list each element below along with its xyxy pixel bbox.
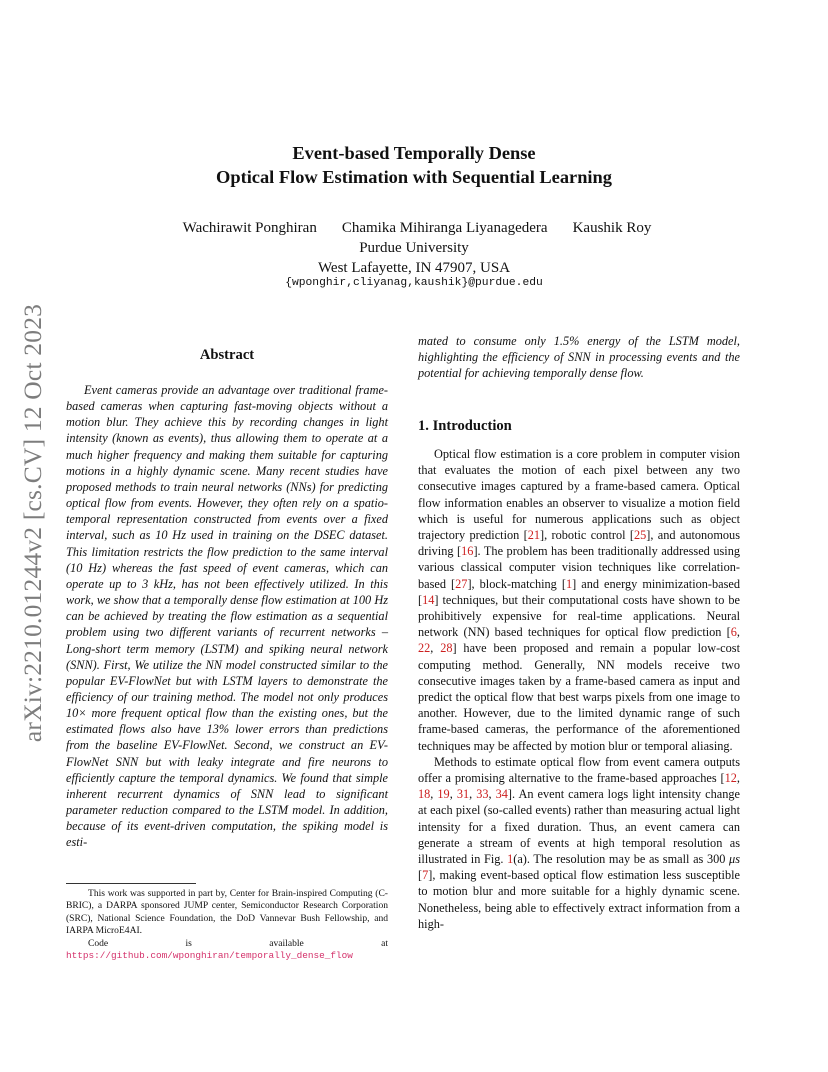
citation-link[interactable]: 33 xyxy=(476,787,489,802)
introduction-body xyxy=(418,446,740,932)
citation-link[interactable]: 25 xyxy=(633,528,647,543)
author-1: Wachirawit Ponghiran xyxy=(182,220,317,236)
footnote-code-prefix: Code is available at xyxy=(88,937,388,949)
footnote-code xyxy=(66,938,388,963)
arxiv-stamp xyxy=(16,288,50,758)
citation-link[interactable]: 6 xyxy=(730,625,737,640)
citation-link[interactable]: 7 xyxy=(422,868,429,883)
citation-link[interactable]: 16 xyxy=(461,544,474,559)
introduction-heading: 1. Introduction xyxy=(418,418,512,434)
citation-link[interactable]: 28 xyxy=(440,641,453,656)
citation-link[interactable]: 21 xyxy=(527,528,541,543)
citation-link[interactable]: 12 xyxy=(724,771,737,786)
paper-title xyxy=(0,141,828,189)
citation-link[interactable]: 19 xyxy=(437,787,450,802)
abstract-continued: mated to consume only 1.5% energy of the LSTM model, highlighting the efficiency of SNN in processing events and the potential for achieving temporally dense flow. xyxy=(418,334,740,381)
arxiv-id: arXiv:2210.01244v2 [cs.CV] 12 Oct 2023 xyxy=(18,303,47,743)
footnotes xyxy=(66,888,388,962)
author-2: Chamika Mihiranga Liyanagedera xyxy=(341,220,548,236)
abstract-text: Event cameras provide an advantage over traditional frame-based cameras when capturing fast-moving objects without a motion blur. They achieve this by recording changes in light intensity (known as events), thus allowing them to operate at a much higher frequency and making them suitable for capturing motions in a highly dynamic scene. Many recent studies have proposed methods to train neural networks (NNs) for predicting optical flow from events. However, they often rely on a spatio-temporal representation constructed from events over a fixed interval, such as 10 Hz used in training on the DSEC dataset. This limitation restricts the flow prediction to the same interval (10 Hz) whereas the fast speed of event cameras, which can operate up to 3 kHz, has not been effectively utilized. In this work, we show that a temporally dense flow estimation at 100 Hz can be achieved by treating the flow estimation as a sequential problem using two different variants of recurrent networks – Long-short term memory (LSTM) and spiking neural network (SNN). First, We utilize the NN model constructed similar to the popular EV-FlowNet but with LSTM layers to demonstrate the efficiency of our training method. The model not only produces 10× more frequent optical flow than the existing ones, but the estimated flows also have 13% lower errors than predictions from the baseline EV-FlowNet. Second, we construct an EV-FlowNet SNN but with leaky integrate and fire neurons to efficiently capture the temporal dynamics. We found that simple inherent recurrent dynamics of SNN lead to significant parameter reduction compared to the LSTM model. In addition, because of its event-driven computation, the spiking model is esti- xyxy=(66,383,388,850)
citation-link[interactable]: 31 xyxy=(456,787,470,802)
author-email: {wponghir,cliyanag,kaushik}@purdue.edu xyxy=(285,277,543,289)
author-3: Kaushik Roy xyxy=(572,220,652,236)
citation-link[interactable]: 27 xyxy=(455,576,468,591)
intro-paragraph-1: Optical flow estimation is a core problem in computer vision that evaluates the motion of each pixel between any two consecutive images captured by a frame-based camera. Optical flow information enables an observer to visualize a motion field which is useful for numerous applications such as object trajectory prediction [21], robotic control [25], and autonomous driving [16]. The problem has been traditionally addressed using various classical computer vision techniques like correlation-based [27], block-matching [1] and energy minimization-based [14] techniques, but their computational costs have shown to be prohibitively expensive for real-time applications. Neural network (NN) based techniques for optical flow prediction [6, 22, 28] have been proposed and remain a popular low-cost computing method. Generally, NN models receive two consecutive images taken by a frame-based camera as input and predict the optical flow that best warps pixels from one image to another. However, due to the limited dynamic range of such frame-based cameras, the performance of the aforementioned techniques may be affected by motion blur or temporal aliasing. xyxy=(418,447,740,753)
abstract-heading: Abstract xyxy=(199,347,255,363)
footnote-divider xyxy=(66,883,196,884)
citation-link[interactable]: 22 xyxy=(418,641,431,656)
citation-link[interactable]: 18 xyxy=(418,787,431,802)
citation-link[interactable]: 14 xyxy=(422,592,435,607)
intro-paragraph-2: Methods to estimate optical flow from event camera outputs offer a promising alternative to the frame-based approaches [12, 18, 19, 31, 33, 34]. An event camera logs light intensity change at each pixel (so-called events) rather than measuring actual light intensity for a fixed duration. Thus, an event camera can generate a stream of events at high temporal resolution as illustrated in Fig. 1(a). The resolution may be as small as 300 μs [7], making event-based optical flow estimation less susceptible to motion blur and more suitable for a highly dynamic scene. Nonetheless, being able to effectively extract information from a high- xyxy=(418,754,740,931)
citation-link[interactable]: 1 xyxy=(565,576,573,591)
citation-link[interactable]: 34 xyxy=(495,787,508,802)
affiliation: Purdue University xyxy=(359,240,469,256)
footnote-support: This work was supported in part by, Center for Brain-inspired Computing (C-BRIC), a DARPA sponsored JUMP center, Semiconductor Research Corporation (SRC), National Science Foundation, the DoD Vannevar Bush Fellowship, and IARPA MicroE4AI. xyxy=(66,888,388,937)
title-line-2: Optical Flow Estimation with Sequential Learning xyxy=(216,167,612,187)
location: West Lafayette, IN 47907, USA xyxy=(317,260,511,276)
title-line-1: Event-based Temporally Dense xyxy=(292,143,536,163)
author-block xyxy=(0,218,828,278)
figure-link[interactable]: 1 xyxy=(507,852,514,867)
code-link[interactable]: https://github.com/wponghiran/temporally_dense_flow xyxy=(66,950,353,962)
author-names xyxy=(6,218,828,238)
